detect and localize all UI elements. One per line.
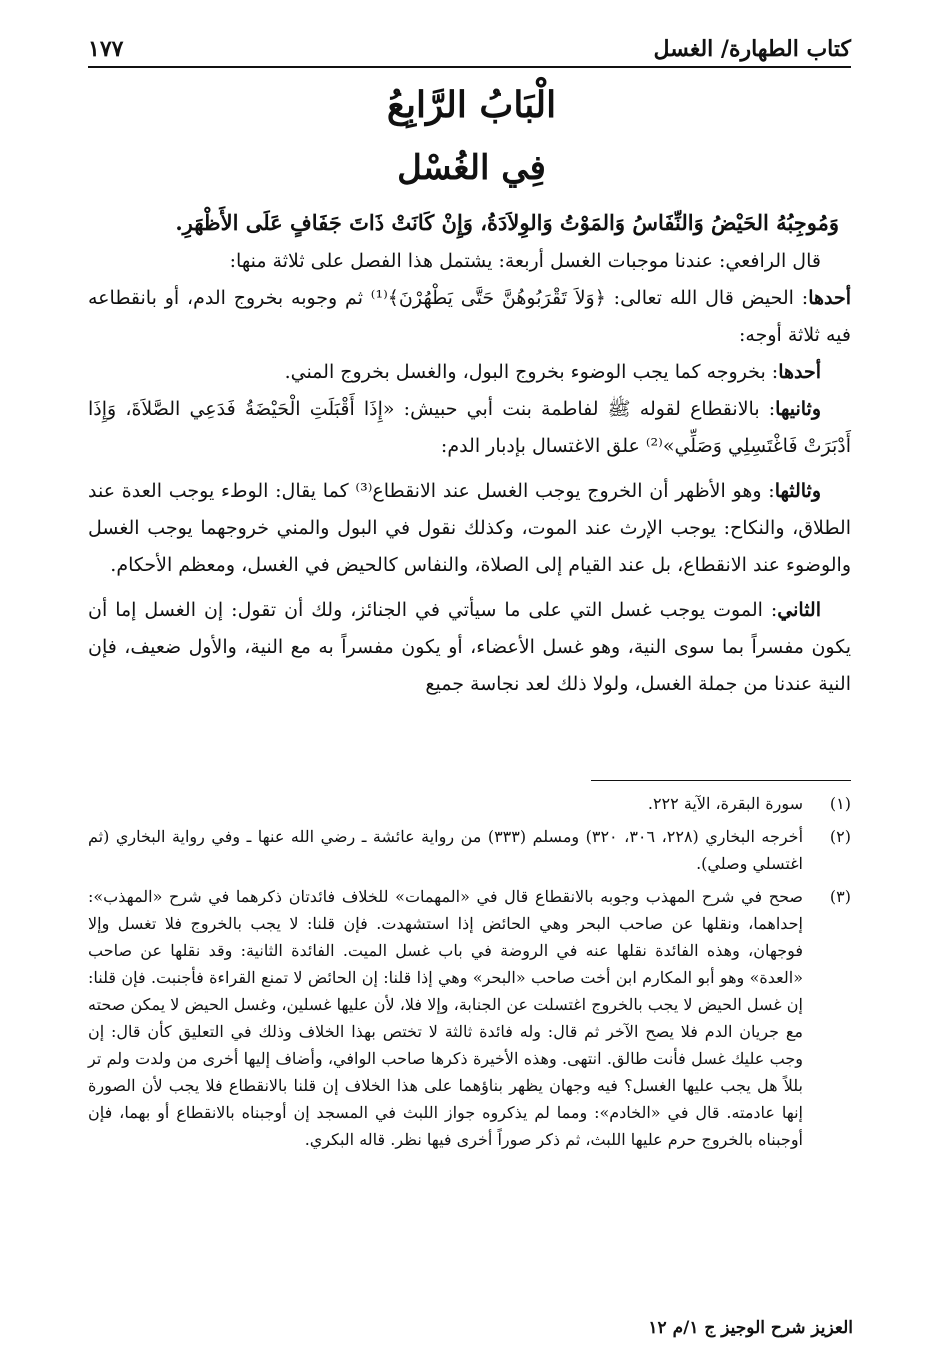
paragraph-text: : بالانقطاع لقوله ﷺ لفاطمة بنت أبي حبيش: «إِذَا أَقْبَلَتِ الْحَيْضَةُ فَدَعِي الصَّلاَةَ، وَإِذَا أَدْبَرَتْ فَاغْتَسِلِي وَصَلِّي»⁽²⁾ علق الاغتسال بإدبار الدم: (88, 398, 851, 457)
footnote-number: (٣) (829, 887, 851, 906)
footnote-item (88, 823, 851, 877)
paragraph-text: : الحيض قال الله تعالى: ﴿وَلاَ تَقْرَبُوهُنَّ حَتَّى يَطْهُرْنَ﴾⁽¹⁾ ثم وجوبه بخروج الدم، أو بانقطاعه فيه ثلاثة أوجه: (88, 287, 851, 346)
header-page-number: ١٧٧ (88, 36, 124, 62)
paragraph (88, 391, 851, 465)
paragraph-lead: وثالثها (774, 480, 822, 502)
page-footer: العزيز شرح الوجيز ج ١/م ١٢ (648, 1318, 853, 1338)
footnote-item (88, 883, 851, 1153)
paragraph-text: : بخروجه كما يجب الوضوء بخروج البول، والغسل بخروج المني. (284, 361, 779, 383)
paragraph (88, 354, 851, 391)
main-text (88, 204, 851, 703)
chapter-title: الْبَابُ الرَّابِعُ (386, 84, 557, 126)
matn-text: وَمُوجِبُهُ الحَيْضُ وَالنِّفَاسُ وَالمَوْتُ وَالوِلاَدَةُ، وَإِنْ كَانَتْ ذَاتَ جَفَافٍ عَلَى الأَظْهَرِ. (175, 210, 839, 235)
header-book-title: كتاب الطهارة/ الغسل (653, 36, 851, 62)
paragraph (88, 243, 851, 280)
footnote-number: (٢) (829, 827, 851, 846)
footnote-text: صحح في شرح المهذب وجوبه بالانقطاع قال في «المهمات» للخلاف فائدتان ذكرهما في شرح «المهذب»: إحداهما، ونقلها عن صاحب البحر وهي الحائض إذا استشهدت. فإن قلنا: لا يجب بالخروج فلا تغسل وإلا فوجهان، وهذه الفائدة نقلها عنه في الروضة في باب غسل الميت. الفائدة الثانية: وقد نقلها عن صاحب «العدة» وهو أبو المكارم ابن أخت صاحب «البحر» وهي إذا قلنا: إن الحائض لا تمنع القراءة فأجنبت. فإن قلنا: إن غسل الحيض لا يجب بالخروج اغتسلت عن الجنابة، وإلا فلا، لأن عليها غسلين، وغسل الحيض لا يمكن صحته مع جريان الدم فلا يصح الآخر ثم قال: وله فائدة ثالثة لا تختص بهذا الخلاف وذلك في التعليق كأن قال: إن وجب عليك غسل فأنت طالق. انتهى. وهذه الأخيرة ذكرها صاحب الوافي، وأضاف إليها أخرى من ولدت ولم تر بللاً هل يجب عليها الغسل؟ فيه وجهان يظهر بناؤهما على هذا الخلاف إن قلنا بالانقطاع فلا يجب لأن الصورة إنها عادمته. قال في «الخادم»: ومما لم يذكروه جواز اللبث في المسجد إن أوجبناه بالانقطاع أو بهما، فإن أوجبناه بالخروج حرم عليها اللبث، ثم ذكر صوراً أخرى فيها نظر. قاله البكري. (88, 887, 804, 1149)
footnote-text: سورة البقرة، الآية ٢٢٢. (647, 794, 803, 813)
paragraph-text: : وهو الأظهر أن الخروج يوجب الغسل عند الانقطاع⁽³⁾ كما يقال: الوطء يوجب العدة عند الطلاق، والنكاح: يوجب الإرث عند الموت، وكذلك نقول في البول والمني خروجهما يوجب الغسل والوضوء عند الانقطاع، بل عند القيام إلى الصلاة، والنفاس كالحيض في الغسل، ومعظم الأحكام. (88, 480, 851, 576)
paragraph-lead: أحدها (778, 361, 821, 383)
paragraph-lead: وثانيها (775, 398, 821, 420)
paragraph-lead: الثاني (777, 599, 821, 621)
footnote-item (88, 790, 851, 817)
footnote-divider (591, 780, 851, 781)
paragraph (88, 280, 851, 354)
paragraph-lead: أحدها (808, 287, 851, 309)
footnote-text: أخرجه البخاري (٢٢٨، ٣٠٦، ٣٢٠) ومسلم (٣٣٣) من رواية عائشة ـ رضي الله عنها ـ وفي رواية البخاري (ثم اغتسلي وصلي). (88, 827, 804, 873)
paragraph-text: قال الرافعي: عندنا موجبات الغسل أربعة: يشتمل هذا الفصل على ثلاثة منها: (229, 250, 821, 272)
paragraph (88, 473, 851, 584)
header-divider (88, 66, 851, 68)
section-title: فِي الغُسْل (397, 148, 546, 188)
paragraph (88, 592, 851, 703)
paragraph-text: : الموت يوجب غسل التي على ما سيأتي في الجنائز، ولك أن تقول: إن الغسل إما أن يكون مفسراً بما سوى النية، وهو غسل الأعضاء، أو يكون مفسراً به مع النية، والأول ضعيف، فإن النية عندنا من جملة الغسل، ولولا ذلك لعد نجاسة جميع (88, 599, 851, 695)
running-header (88, 28, 851, 62)
footnote-number: (١) (829, 794, 851, 813)
footnotes (88, 790, 851, 1159)
